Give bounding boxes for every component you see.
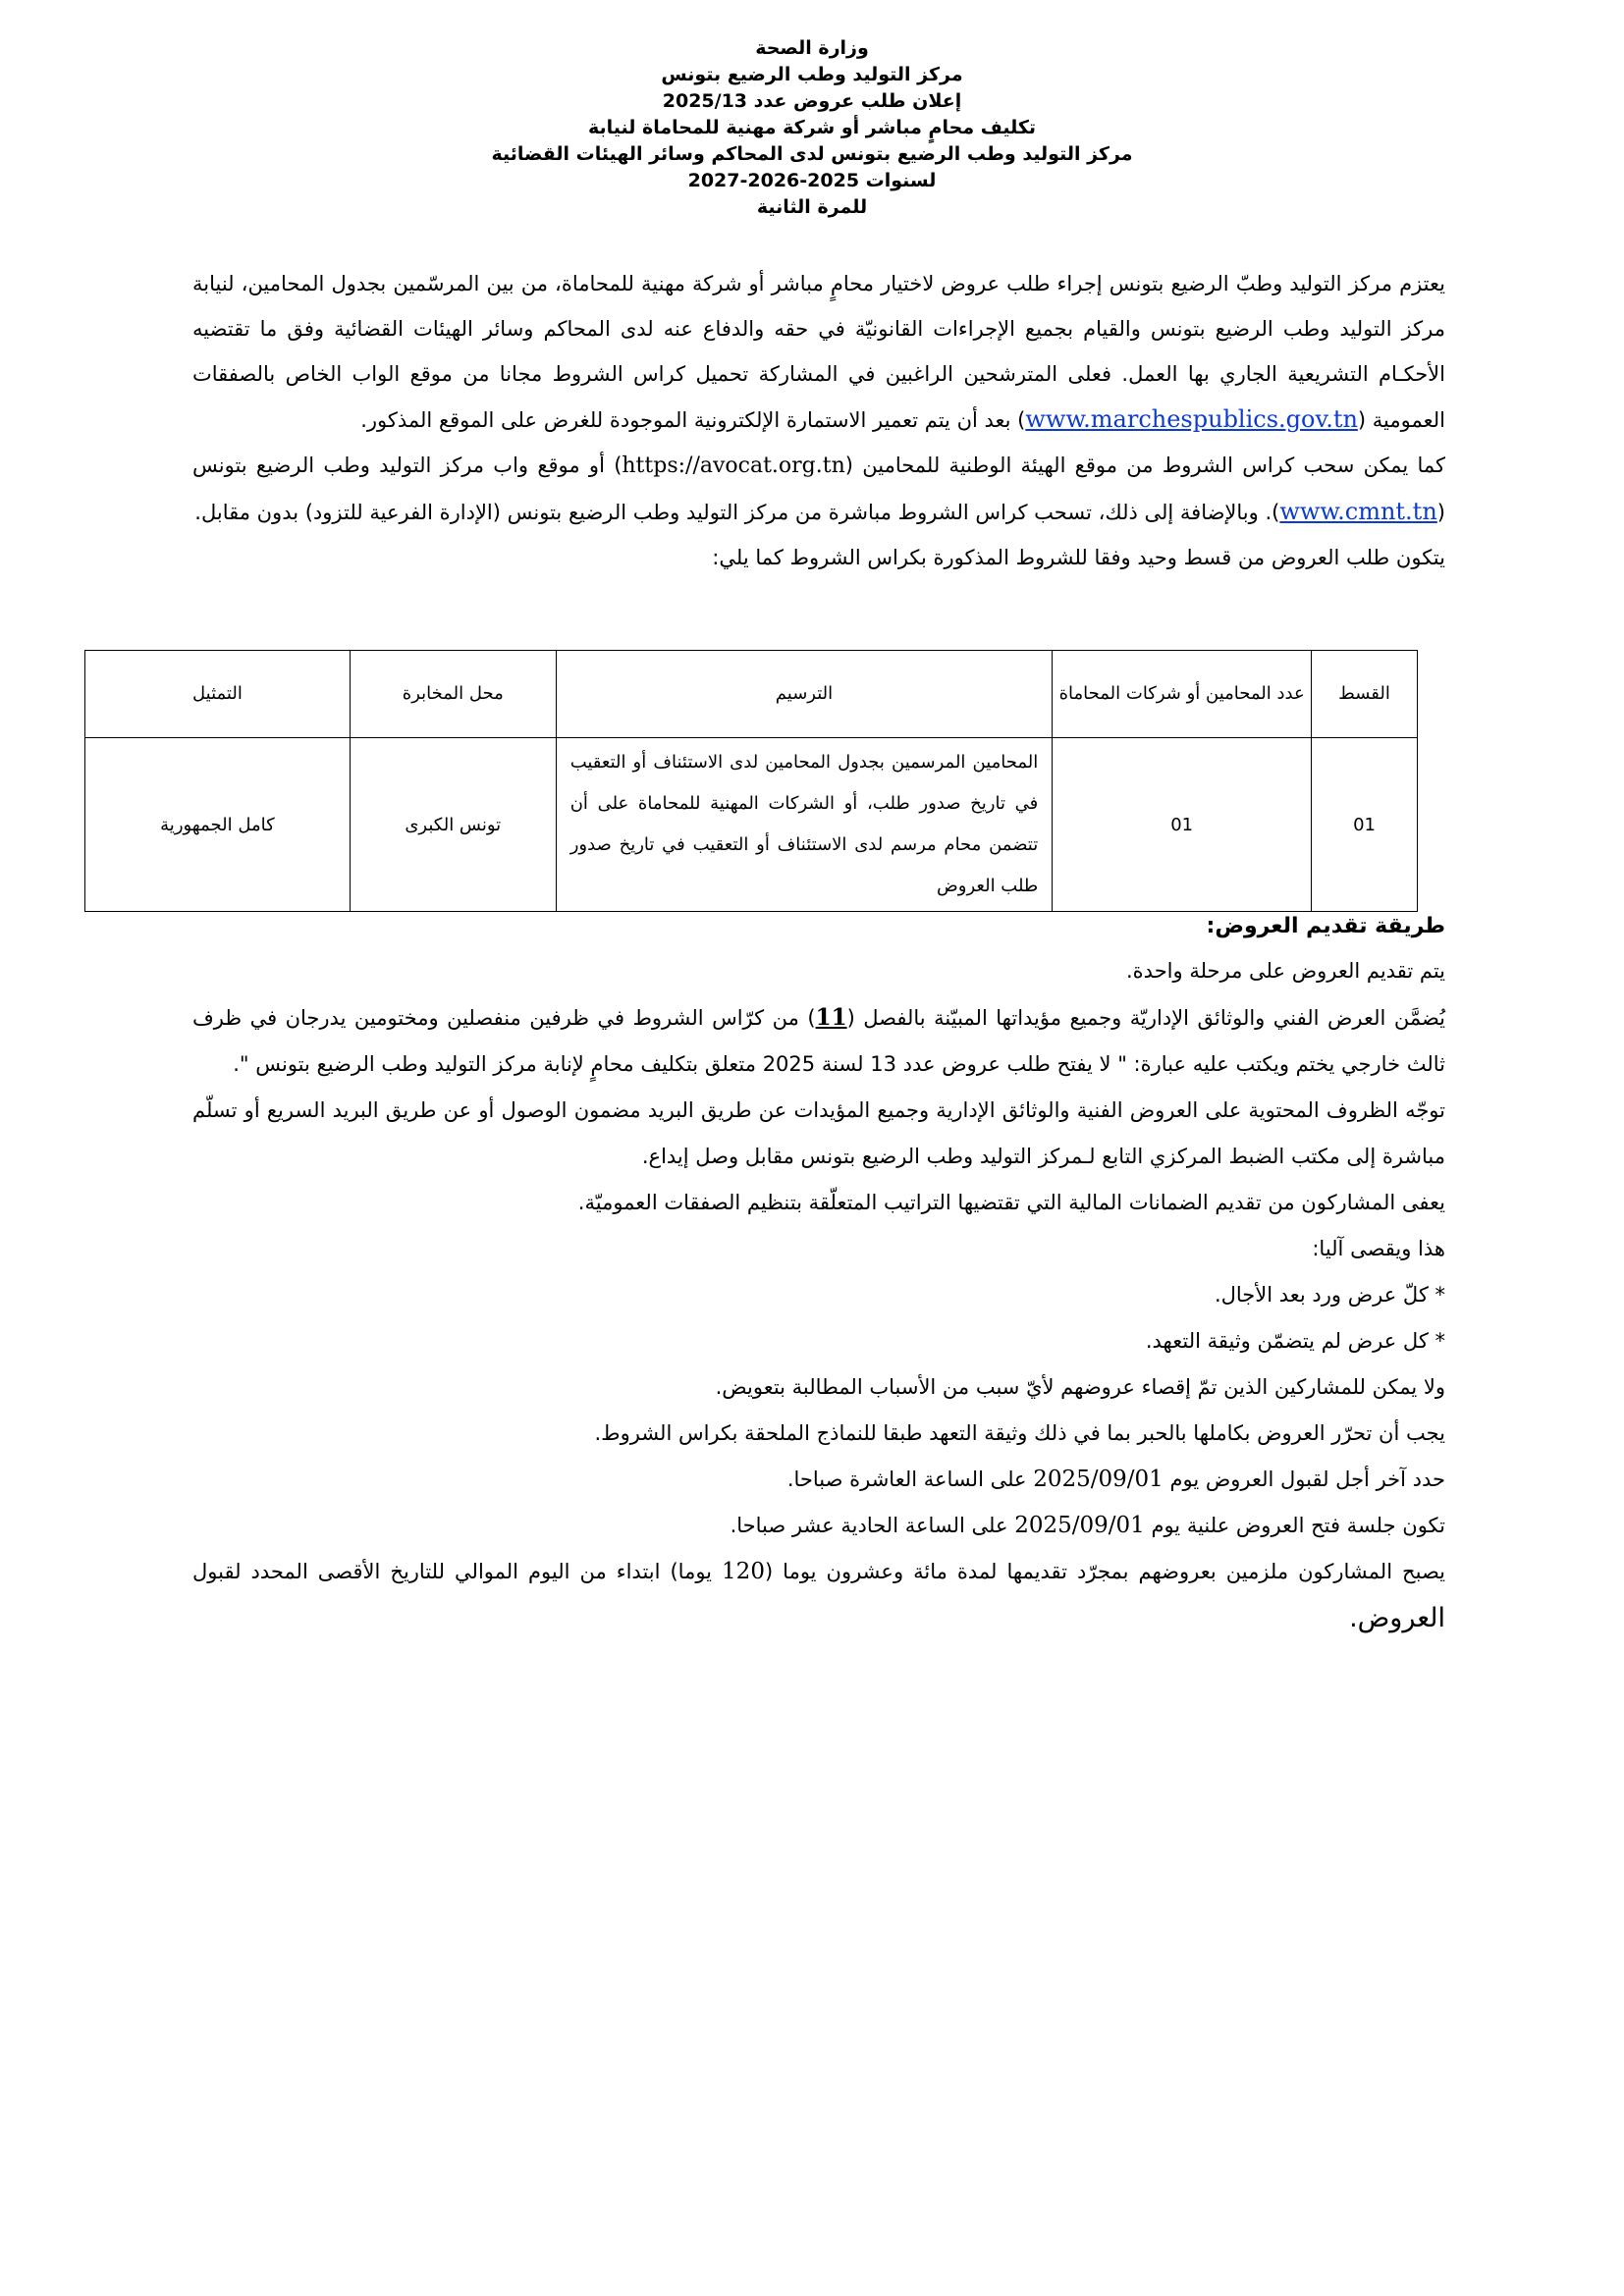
submission-paragraph-9: يجب أن تحرّر العروض بكاملها بالحبر بما في ذلك وثيقة التعهد طبقا للنماذج الملحقة بكراس الشروط. — [594, 1421, 1445, 1445]
cell-office: تونس الكبرى — [350, 738, 556, 912]
intro-paragraph-1: يعتزم مركز التوليد وطبّ الرضيع بتونس إجراء طلب عروض لاختيار محامٍ مباشر أو شركة مهنية للمحاماة، من بين المرسّمين بجدول المحامين، لنيابة مركز التوليد وطب الرضيع بتونس والقيام بجميع الإجراءات القانونيّة في حقه والدفاع عنه لدى المحاكم وسائر الهيئات القضائية وفق ما تقتضيه الأحكـام التشريعية الجاري بها العمل. فعلى المترشحين الراغبين في المشاركة تحميل كراس الشروط مجانا من موقع الواب الخاص بالصفقات العمومية (www.marchespublics.gov.tn) بعد أن يتم تعمير الاستمارة الإلكترونية الموجودة للغرض على الموقع المذكور. — [192, 272, 1445, 433]
intro-paragraph-2: كما يمكن سحب كراس الشروط من موقع الهيئة الوطنية للمحامين (https://avocat.org.tn) أو موقع واب مركز التوليد وطب الرضيع بتونس (www.cmnt.tn). وبالإضافة إلى ذلك، تسحب كراس الشروط مباشرة من مركز التوليد وطب الرضيع بتونس (الإدارة الفرعية للتزود) بدون مقابل. — [192, 454, 1445, 525]
lots-table — [84, 650, 1418, 912]
cell-registration: المحامين المرسمين بجدول المحامين لدى الاستئناف أو التعقيب في تاريخ صدور طلب، أو الشركات المهنية للمحاماة على أن تتضمن محام مرسم لدى الاستئناف أو التعقيب في تاريخ صدور طلب العروض — [556, 738, 1053, 912]
header-count: عدد المحامين أو شركات المحاماة — [1053, 651, 1312, 738]
validity-days: 120 — [722, 1559, 765, 1584]
header-representation: التمثيل — [85, 651, 351, 738]
ministry-title: وزارة الصحة — [755, 37, 869, 59]
opening-date: 2025/09/01 — [1014, 1513, 1145, 1538]
intro-section — [192, 261, 1445, 580]
submission-paragraph-5: هذا ويقصى آليا: — [1312, 1237, 1445, 1260]
tender-years: لسنوات 2025-2026-2027 — [687, 170, 937, 191]
exclusion-item-1: * كلّ عرض ورد بعد الأجال. — [1214, 1283, 1445, 1307]
submission-section — [192, 911, 1445, 1643]
submission-paragraph-4: يعفى المشاركون من تقديم الضمانات المالية التي تقتضيها التراتيب المتعلّقة بتنظيم الصفقات العموميّة. — [577, 1191, 1445, 1214]
header-office: محل المخابرة — [350, 651, 556, 738]
submission-paragraph-1: يتم تقديم العروض على مرحلة واحدة. — [1126, 959, 1445, 983]
deadline-paragraph: حدد آخر أجل لقبول العروض يوم 2025/09/01 على الساعة العاشرة صباحا. — [786, 1467, 1445, 1492]
cell-lot: 01 — [1312, 738, 1418, 912]
center-name: مركز التوليد وطب الرضيع بتونس — [661, 64, 963, 85]
table-header-row — [85, 651, 1418, 738]
chapter-number: 11 — [815, 1004, 847, 1031]
tender-round: للمرة الثانية — [756, 196, 868, 218]
tender-subject: تكليف محامٍ مباشر أو شركة مهنية للمحاماة لنيابة — [587, 117, 1037, 138]
header-lot: القسط — [1312, 651, 1418, 738]
exclusion-item-2: * كل عرض لم يتضمّن وثيقة التعهد. — [1145, 1329, 1445, 1353]
validity-paragraph: يصبح المشاركون ملزمين بعروضهم بمجرّد تقديمها لمدة مائة وعشرون يوما (120 يوما) ابتداء من اليوم الموالي للتاريخ الأقصى المحدد لقبول العروض. — [192, 1559, 1446, 1633]
cmnt-link[interactable]: www.cmnt.tn — [1279, 498, 1437, 525]
marchespublics-link[interactable]: www.marchespublics.gov.tn — [1025, 405, 1358, 433]
submission-paragraph-8: ولا يمكن للمشاركين الذين تمّ إقصاء عروضهم لأيّ سبب من الأسباب المطالبة بتعويض. — [715, 1375, 1445, 1399]
deadline-date: 2025/09/01 — [1033, 1467, 1164, 1492]
cell-representation: كامل الجمهورية — [85, 738, 351, 912]
submission-title: طريقة تقديم العروض: — [1206, 914, 1445, 938]
document-header — [0, 35, 1624, 221]
cell-count: 01 — [1053, 738, 1312, 912]
tender-number: إعلان طلب عروض عدد 2025/13 — [662, 90, 962, 112]
header-registration: الترسيم — [556, 651, 1053, 738]
tender-subject-cont: مركز التوليد وطب الرضيع بتونس لدى المحاكم وسائر الهيئات القضائية — [491, 143, 1133, 165]
intro-paragraph-3: يتكون طلب العروض من قسط وحيد وفقا للشروط المذكورة بكراس الشروط كما يلي: — [712, 546, 1445, 569]
submission-paragraph-3: توجّه الظروف المحتوية على العروض الفنية والوثائق الإدارية وجميع المؤيدات عن طريق البريد مضمون الوصول أو عن طريق البريد السريع أو تسلّم مباشرة إلى مكتب الضبط المركزي التابع لـمركز التوليد وطب الرضيع بتونس مقابل وصل إيداع. — [192, 1098, 1445, 1168]
avocat-url: https://avocat.org.tn — [622, 454, 845, 478]
opening-paragraph: تكون جلسة فتح العروض علنية يوم 2025/09/01 على الساعة الحادية عشر صباحا. — [730, 1513, 1445, 1538]
submission-paragraph-2: يُضمَّن العرض الفني والوثائق الإداريّة وجميع مؤيداتها المبيّنة بالفصل (11) من كرّاس الشروط في ظرفين منفصلين ومختومين يدرجان في ظرف ثالث خارجي يختم ويكتب عليه عبارة: " لا يفتح طلب عروض عدد 13 لسنة 2025 متعلق بتكليف محامٍ لإنابة مركز التوليد وطب الرضيع بتونس ". — [192, 1004, 1446, 1076]
table-row — [85, 738, 1418, 912]
